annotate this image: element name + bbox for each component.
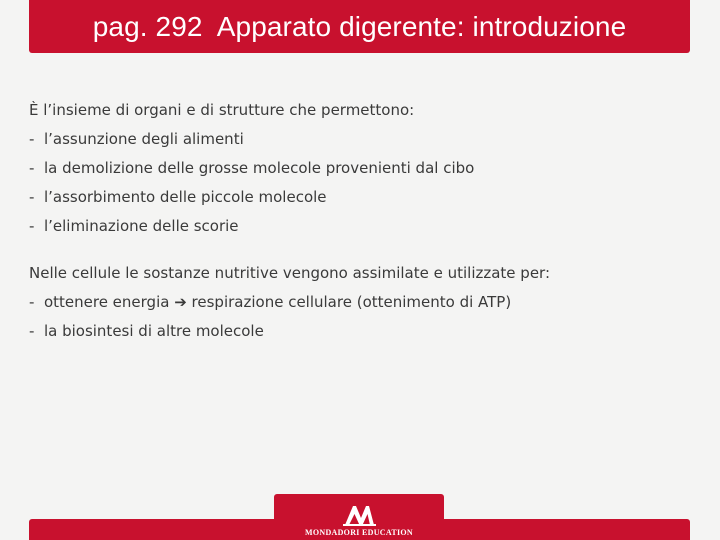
list-item — [29, 288, 689, 317]
logo-text: MONDADORI EDUCATION — [305, 528, 413, 537]
intro-text: È l’insieme di organi e di strutture che permettono: — [29, 101, 415, 119]
arrow-right-icon: ➔ — [174, 293, 187, 311]
list-item-text: respirazione cellulare (ottenimento di ATP) — [186, 293, 512, 311]
list-item: - l’assorbimento delle piccole molecole — [29, 188, 327, 206]
slide-title: pag. 292 Apparato digerente: introduzione — [92, 10, 627, 42]
slide-content — [29, 96, 689, 346]
list-item: - l’assunzione degli alimenti — [29, 130, 244, 148]
intro-text-2: Nelle cellule le sostanze nutritive vengono assimilate e utilizzate per: — [29, 264, 551, 282]
list-item: - l’eliminazione delle scorie — [29, 217, 239, 235]
title-bar — [29, 0, 690, 53]
spacer — [29, 241, 689, 259]
list-item-text: - ottenere energia — [29, 293, 175, 311]
mondadori-logo-icon — [342, 502, 376, 526]
list-item: - la biosintesi di altre molecole — [29, 322, 264, 340]
list-item: - la demolizione delle grosse molecole provenienti dal cibo — [29, 159, 475, 177]
footer-logo — [274, 494, 444, 540]
